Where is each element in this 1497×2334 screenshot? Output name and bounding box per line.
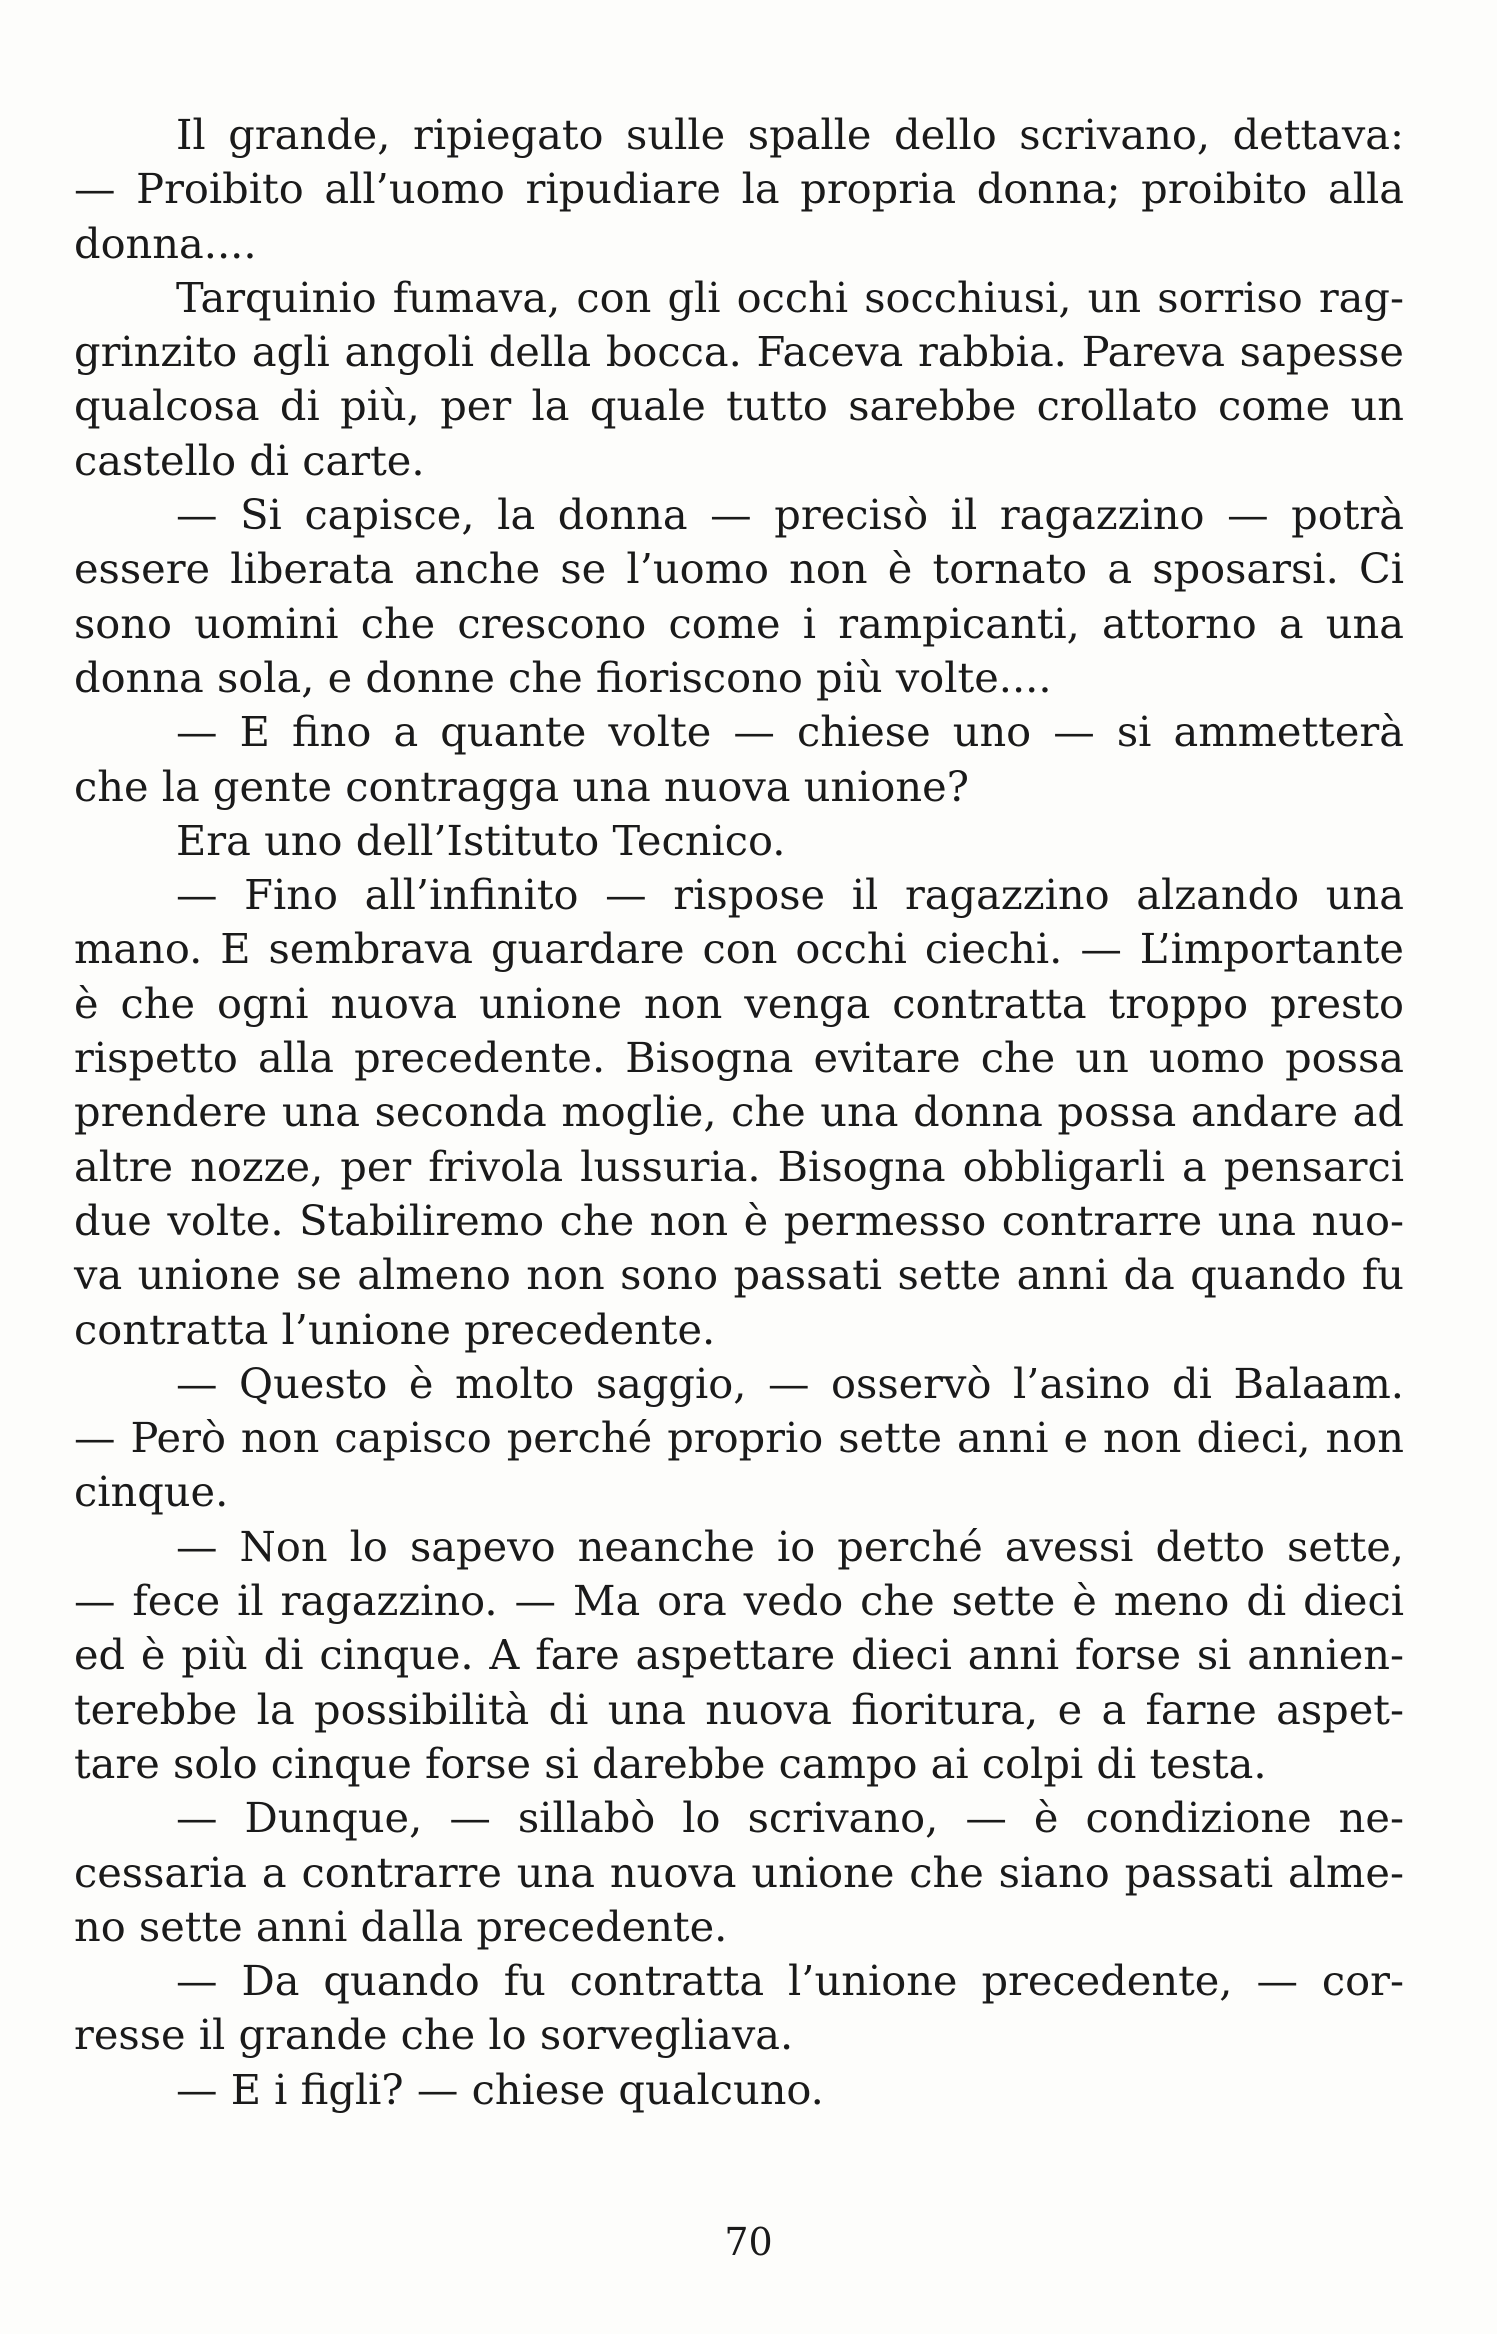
- page-number: 70: [724, 2220, 773, 2264]
- text-line: — Questo è molto saggio, — osservò l’asino di Balaam.: [176, 1358, 1404, 1408]
- text-line: ed è più di cinque. A fare aspettare dieci anni forse si annien-: [74, 1630, 1404, 1680]
- text-line: castello di carte.: [74, 435, 425, 485]
- text-line: contratta l’unione precedente.: [74, 1304, 716, 1354]
- text-line: cinque.: [74, 1467, 229, 1517]
- text-line: due volte. Stabiliremo che non è permesso contrarre una nuo-: [74, 1195, 1404, 1245]
- text-line: Tarquinio fumava, con gli occhi socchiusi, un sorriso rag-: [176, 272, 1404, 322]
- text-line: tare solo cinque forse si darebbe campo ai colpi di testa.: [74, 1738, 1267, 1788]
- text-line: donna....: [74, 218, 257, 268]
- text-line: rispetto alla precedente. Bisogna evitare che un uomo possa: [74, 1033, 1404, 1083]
- text-line: qualcosa di più, per la quale tutto sarebbe crollato come un: [74, 381, 1404, 431]
- text-line: essere liberata anche se l’uomo non è tornato a sposarsi. Ci: [74, 544, 1404, 594]
- text-line: donna sola, e donne che fioriscono più volte....: [74, 652, 1052, 702]
- text-line: — Non lo sapevo neanche io perché avessi detto sette,: [176, 1521, 1404, 1571]
- text-line: va unione se almeno non sono passati sette anni da quando fu: [74, 1250, 1404, 1300]
- text-line: Era uno dell’Istituto Tecnico.: [176, 815, 786, 865]
- text-line: terebbe la possibilità di una nuova fioritura, e a farne aspet-: [74, 1684, 1404, 1734]
- text-line: Il grande, ripiegato sulle spalle dello scrivano, dettava:: [176, 110, 1404, 159]
- text-line: — Proibito all’uomo ripudiare la propria donna; proibito alla: [74, 164, 1404, 214]
- text-line: — fece il ragazzino. — Ma ora vedo che sette è meno di dieci: [74, 1576, 1404, 1626]
- text-line: — Dunque, — sillabò lo scrivano, — è condizione ne-: [176, 1793, 1404, 1843]
- text-line: che la gente contragga una nuova unione?: [74, 761, 969, 811]
- text-line: cessaria a contrarre una nuova unione che siano passati alme-: [74, 1847, 1404, 1897]
- text-line: resse il grande che lo sorvegliava.: [74, 2010, 794, 2060]
- text-line: no sette anni dalla precedente.: [74, 1901, 728, 1951]
- text-line: — Fino all’infinito — rispose il ragazzino alzando una: [176, 870, 1404, 920]
- text-line: prendere una seconda moglie, che una donna possa andare ad: [74, 1087, 1404, 1137]
- text-line: mano. E sembrava guardare con occhi ciechi. — L’importante: [74, 924, 1404, 974]
- text-line: — Però non capisco perché proprio sette anni e non dieci, non: [74, 1413, 1404, 1463]
- body-text: [74, 108, 1404, 2117]
- text-line: altre nozze, per frivola lussuria. Bisogna obbligarli a pensarci: [74, 1141, 1404, 1191]
- text-line: — E i figli? — chiese qualcuno.: [176, 2064, 824, 2114]
- text-line: sono uomini che crescono come i rampicanti, attorno a una: [74, 598, 1404, 648]
- text-line: — Da quando fu contratta l’unione precedente, — cor-: [176, 1956, 1404, 2006]
- text-line: è che ogni nuova unione non venga contratta troppo presto: [74, 978, 1404, 1028]
- text-line: — E fino a quante volte — chiese uno — si ammetterà: [176, 707, 1404, 757]
- text-line: grinzito agli angoli della bocca. Faceva rabbia. Pareva sapesse: [74, 327, 1404, 377]
- text-line: — Si capisce, la donna — precisò il ragazzino — potrà: [176, 490, 1404, 540]
